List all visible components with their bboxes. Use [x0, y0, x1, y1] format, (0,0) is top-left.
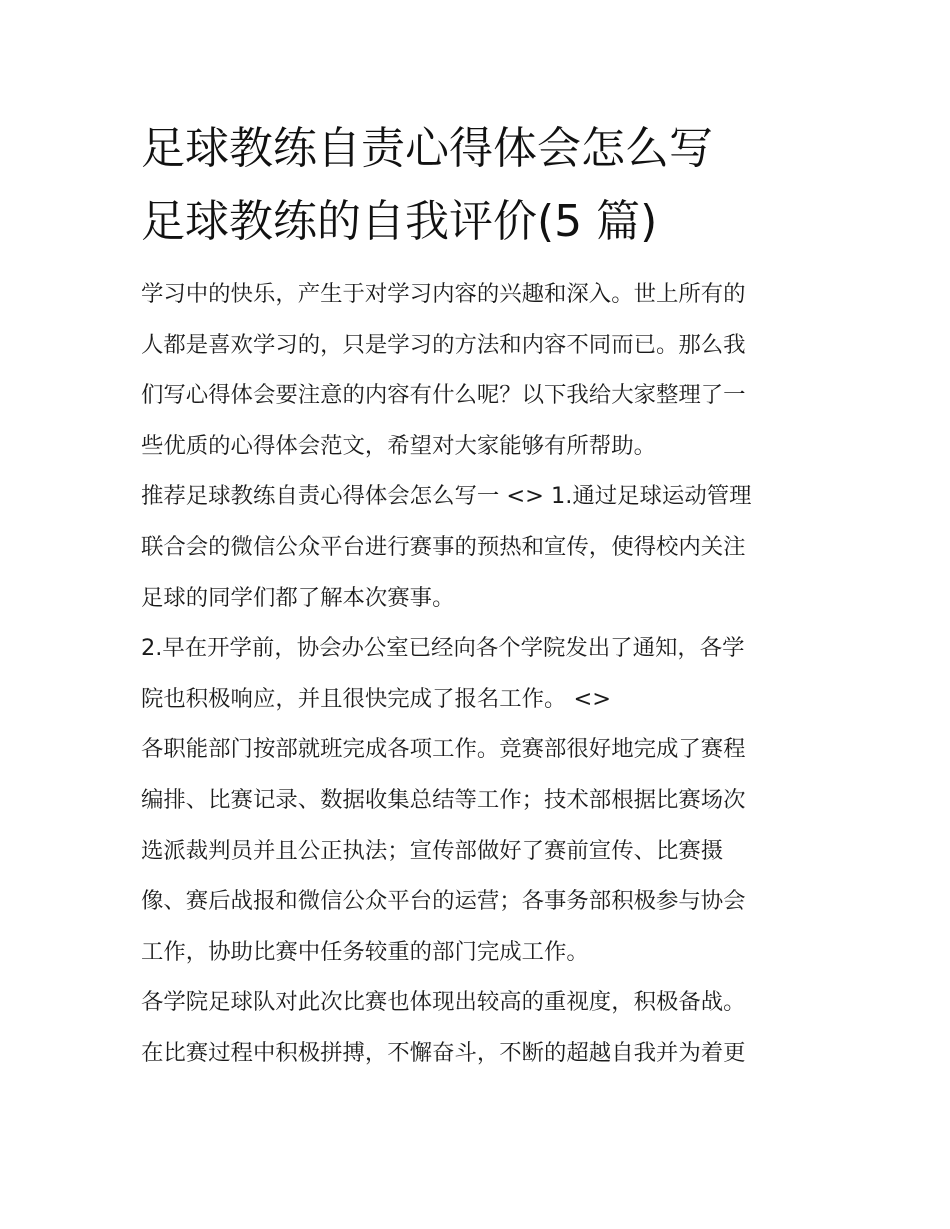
body-line: 联合会的微信公众平台进行赛事的预热和宣传，使得校内关注 — [141, 533, 746, 560]
title-line-1: 足球教练自责心得体会怎么写 — [141, 123, 713, 174]
document-body — [141, 269, 813, 1079]
body-line: 院也积极响应，并且很快完成了报名工作。 <> — [141, 685, 612, 712]
body-line: 些优质的心得体会范文，希望对大家能够有所帮助。 — [141, 432, 656, 459]
title-line-2: 足球教练的自我评价(5 篇) — [141, 196, 658, 247]
document-content — [141, 112, 813, 1079]
body-line: 各职能部门按部就班完成各项工作。竞赛部很好地完成了赛程 — [141, 736, 746, 763]
body-line: 人都是喜欢学习的，只是学习的方法和内容不同而已。那么我 — [141, 331, 746, 358]
body-line: 各学院足球队对此次比赛也体现出较高的重视度，积极备战。 — [141, 989, 746, 1016]
body-line: 编排、比赛记录、数据收集总结等工作；技术部根据比赛场次 — [141, 786, 746, 813]
body-line: 在比赛过程中积极拼搏，不懈奋斗，不断的超越自我并为着更 — [141, 1039, 746, 1066]
body-line: 工作，协助比赛中任务较重的部门完成工作。 — [141, 938, 589, 965]
body-line: 2.早在开学前，协会办公室已经向各个学院发出了通知，各学 — [141, 635, 745, 662]
document-title — [141, 112, 813, 258]
body-line: 像、赛后战报和微信公众平台的运营；各事务部积极参与协会 — [141, 888, 746, 915]
body-line: 足球的同学们都了解本次赛事。 — [141, 584, 455, 611]
body-line: 推荐足球教练自责心得体会怎么写一 <> 1.通过足球运动管理 — [141, 483, 752, 510]
body-line: 选派裁判员并且公正执法；宣传部做好了赛前宣传、比赛摄 — [141, 837, 724, 864]
body-line: 们写心得体会要注意的内容有什么呢？以下我给大家整理了一 — [141, 382, 746, 409]
body-line: 学习中的快乐，产生于对学习内容的兴趣和深入。世上所有的 — [141, 281, 746, 307]
